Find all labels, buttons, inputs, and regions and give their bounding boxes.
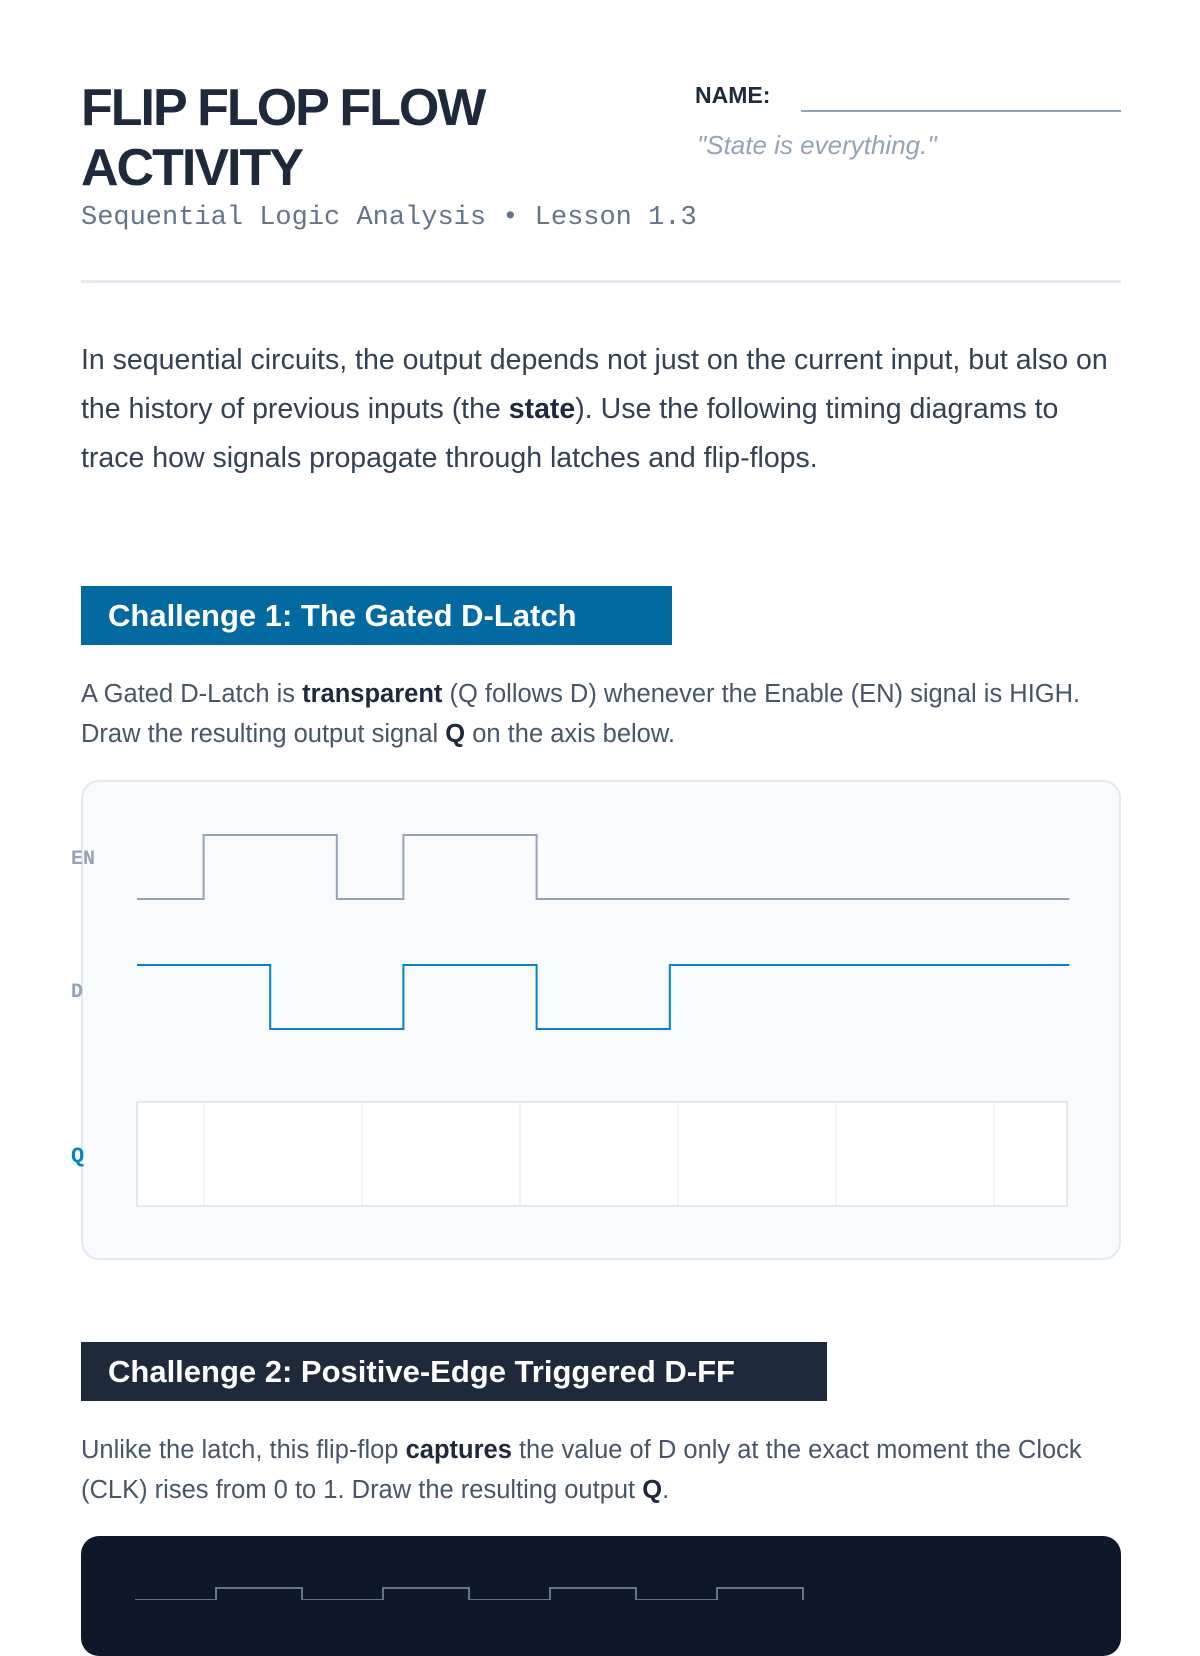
q-drawing-area	[137, 1102, 1067, 1206]
latch-timing-panel	[71, 780, 1121, 1260]
name-field[interactable]	[801, 110, 1121, 112]
flipflop-timing-panel	[81, 1536, 1121, 1656]
intro-text-1: In sequential circuits, the output depends not just on the current input, but also on the history of previous inputs (the	[81, 344, 1108, 425]
c1-desc-c: (Q follows D) whenever the Enable (EN) signal is HIGH. Draw the resulting output signal	[81, 680, 1081, 748]
page-quote: "State is everything."	[697, 130, 937, 160]
c1-desc-a: A Gated D-Latch is	[81, 680, 303, 708]
c2-desc-b: captures	[405, 1436, 512, 1464]
en-signal-label: EN	[71, 848, 96, 871]
intro-bold: state	[508, 393, 576, 425]
challenge-2-heading: Challenge 2: Positive-Edge Triggered D-FF	[81, 1342, 827, 1401]
challenge-1-heading: Challenge 1: The Gated D-Latch	[81, 586, 672, 645]
intro-text-2: ). Use the following timing diagrams to trace how signals propagate through latches and flip-flops.	[81, 393, 1059, 474]
header-divider	[81, 280, 1121, 283]
name-label: NAME:	[695, 82, 771, 108]
latch-waveforms	[83, 782, 1123, 1262]
q-signal-label: Q	[71, 1144, 85, 1169]
c1-desc-b: transparent	[302, 680, 443, 708]
clk-waveform	[81, 1536, 1121, 1600]
c1-desc-d: Q	[445, 720, 466, 748]
en-waveform	[137, 835, 1069, 899]
d-waveform	[137, 965, 1069, 1029]
challenge-2-description	[81, 1430, 1121, 1510]
challenge-1-description	[81, 674, 1121, 754]
q-answer-box	[137, 1102, 1067, 1206]
page-subtitle: Sequential Logic Analysis • Lesson 1.3	[81, 203, 697, 233]
c2-desc-d: Q	[642, 1476, 663, 1504]
page-title: FLIP FLOP FLOW ACTIVITY	[81, 79, 485, 197]
intro-paragraph	[81, 336, 1121, 483]
c2-desc-c: the value of D only at the exact moment the Clock (CLK) rises from 0 to 1. Draw the resulting output	[81, 1436, 1082, 1504]
d-signal-label: D	[71, 981, 84, 1004]
c2-desc-a: Unlike the latch, this flip-flop	[81, 1436, 406, 1464]
c1-desc-e: on the axis below.	[465, 720, 675, 748]
c2-desc-e: .	[662, 1476, 670, 1504]
